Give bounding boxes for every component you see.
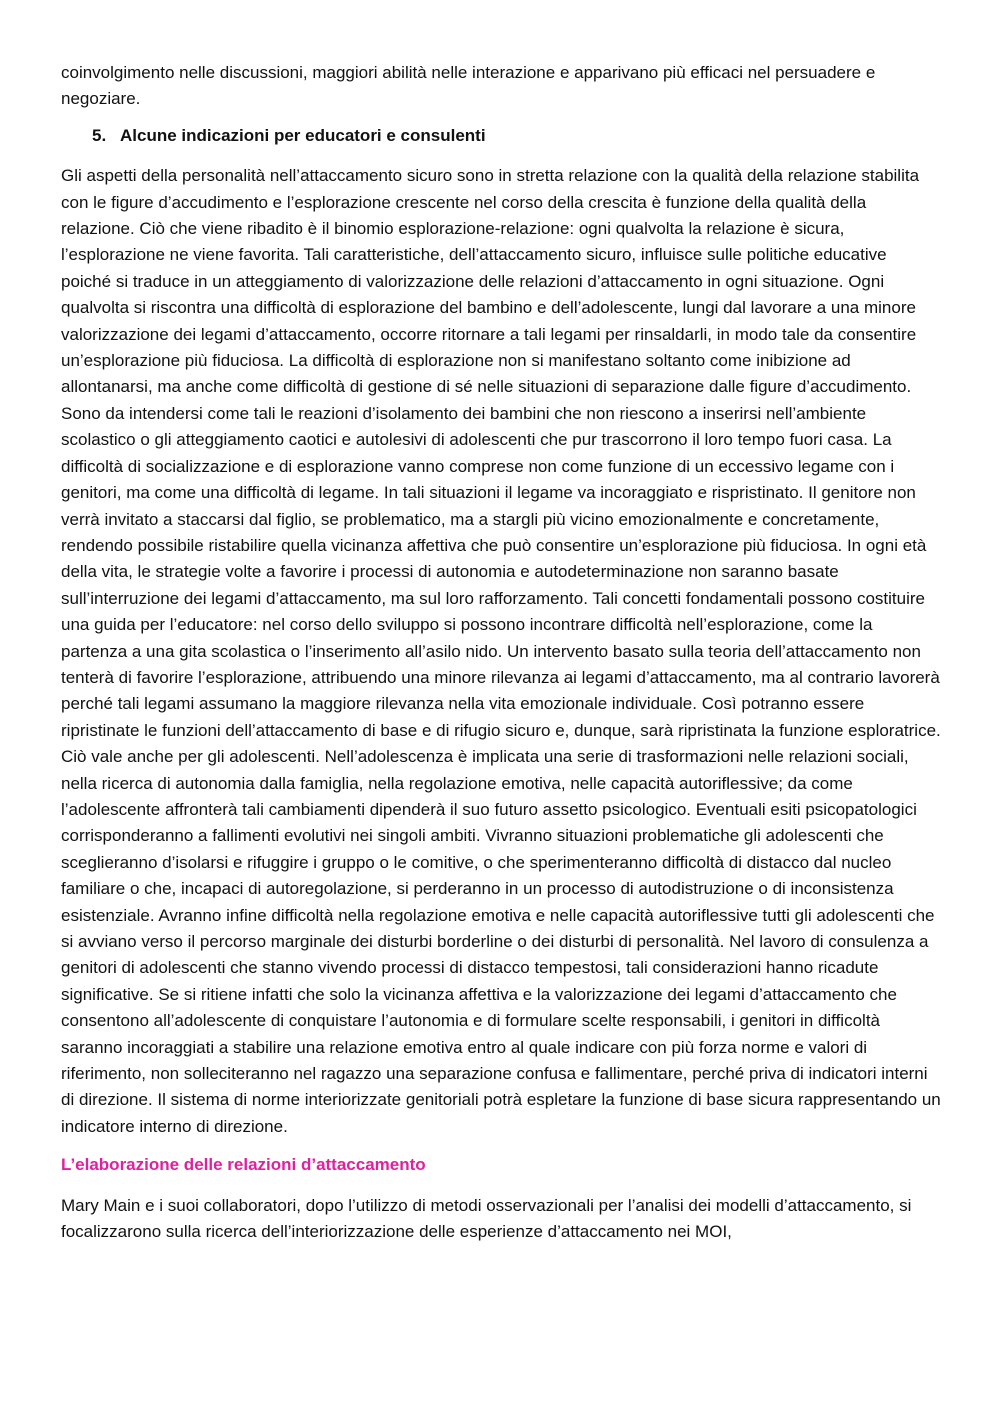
attachment-relations-heading: L’elaborazione delle relazioni d’attaccamento <box>61 1155 426 1175</box>
mary-main-paragraph: Mary Main e i suoi collaboratori, dopo l’utilizzo di metodi osservazionali per l’analisi dei modelli d’attaccamento, si focalizzarono sulla ricerca dell’interiorizzazione delle esperienze d’attaccamento nei MOI, <box>61 1195 912 1242</box>
section-5-title: Alcune indicazioni per educatori e consulenti <box>120 125 486 145</box>
section-5-number: 5. <box>92 125 107 145</box>
document-body <box>61 60 941 1245</box>
section-5-heading <box>61 123 941 149</box>
section-5-paragraph: Gli aspetti della personalità nell’attaccamento sicuro sono in stretta relazione con la qualità della relazione stabilita con le figure d’accudimento e l’esplorazione crescente nel corso della crescita è funzione della qualità della relazione. Ciò che viene ribadito è il binomio esplorazione-relazione: ogni qualvolta la relazione è sicura, l’esplorazione ne viene favorita. Tali caratteristiche, dell’attaccamento sicuro, influisce sulle politiche educative poiché si traduce in un atteggiamento di valorizzazione delle relazioni d’attaccamento in ogni situazione. Ogni qualvolta si riscontra una difficoltà di esplorazione del bambino e dell’adolescente, lungi dal lavorare a una minore valorizzazione dei legami d’attaccamento, occorre ritornare a tali legami per rinsaldarli, in modo tale da consentire un’esplorazione più fiduciosa. La difficoltà di esplorazione non si manifestano soltanto come inibizione ad allontanarsi, ma anche come difficoltà di gestione di sé nelle situazioni di separazione dalle figure d’accudimento. Sono da intendersi come tali le reazioni d’isolamento dei bambini che non riescono a inserirsi nell’ambiente scolastico o gli atteggiamento caotici e autolesivi di adolescenti che pur trascorrono il loro tempo fuori casa. La difficoltà di socializzazione e di esplorazione vanno comprese non come funzione di un eccessivo legame con i genitori, ma come una difficoltà di legame. In tali situazioni il legame va incoraggiato e rispristinato. Il genitore non verrà invitato a staccarsi dal figlio, se problematico, ma a stargli più vicino emozionalmente e concretamente, rendendo possibile ristabilire quella vicinanza affettiva che può consentire un’esplorazione più fiduciosa. In ogni età della vita, le strategie volte a favorire i processi di autonomia e autodeterminazione non saranno basate sull’interruzione dei legami d’attaccamento, ma sul loro rafforzamento. Tali concetti fondamentali possono costituire una guida per l’educatore: nel corso dello sviluppo si possono incontrare difficoltà nell’esplorazione, come la partenza a una gita scolastica o l’inserimento all’asilo nido. Un intervento basato sulla teoria dell’attaccamento non tenterà di favorire l’esplorazione, attribuendo una minore rilevanza ai legami d’attaccamento, ma al contrario lavorerà perché tali legami assumano la maggiore rilevanza nella vita emozionale individuale. Così potranno essere ripristinate le funzioni dell’attaccamento di base e di rifugio sicuro e, dunque, sarà ripristinata la funzione esploratrice. Ciò vale anche per gli adolescenti. Nell’adolescenza è implicata una serie di trasformazioni nelle relazioni sociali, nella ricerca di autonomia dalla famiglia, nella regolazione emotiva, nelle capacità autoriflessive; da come l’adolescente affronterà tali cambiamenti dipenderà il suo futuro assetto psicologico. Eventuali esiti psicopatologici corrisponderanno a fallimenti evolutivi nei singoli ambiti. Vivranno situazioni problematiche gli adolescenti che sceglieranno d’isolarsi e rifuggire i gruppo o le comitive, o che sperimenteranno difficoltà di distacco dal nucleo familiare o che, incapaci di autoregolazione, si perderanno in un processo di autodistruzione o di inconsistenza esistenziale. Avranno infine difficoltà nella regolazione emotiva e nelle capacità autoriflessive tutti gli adolescenti che si avviano verso il percorso marginale dei disturbi borderline o dei disturbi di personalità. Nel lavoro di consulenza a genitori di adolescenti che stanno vivendo processi di distacco tempestosi, tali considerazioni hanno ricadute significative. Se si ritiene infatti che solo la vicinanza affettiva e la valorizzazione dei legami d’attaccamento che consentono all’adolescente di conquistare l’autonomia e di formulare scelte responsabili, i genitori in difficoltà saranno incoraggiati a stabilire una relazione emotiva entro al quale indicare con più forza norme e valori di riferimento, non solleciteranno nel ragazzo una separazione confusa e fallimentare, perché priva di indicatori interni di direzione. Il sistema di norme interiorizzate genitoriali potrà espletare la funzione di base sicura rappresentando un indicatore interno di direzione. <box>61 166 941 1136</box>
intro-paragraph: coinvolgimento nelle discussioni, maggiori abilità nelle interazione e apparivano più efficaci nel persuadere e negoziare. <box>61 63 876 109</box>
